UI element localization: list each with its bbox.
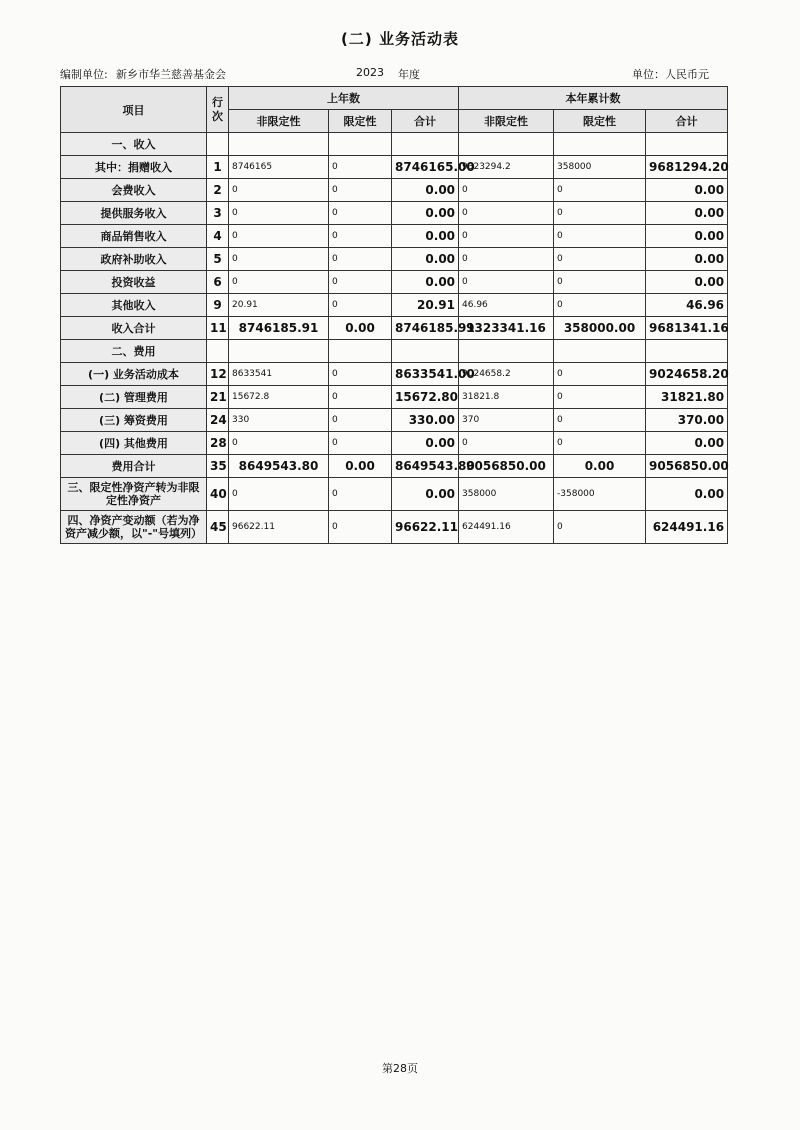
row-item: (三) 筹资费用 — [61, 409, 207, 432]
curr-total-cell: 9681294.20 — [646, 156, 728, 179]
prev-unrestricted-cell — [229, 340, 329, 363]
prev-total-cell: 8633541.00 — [392, 363, 459, 386]
row-line-number: 4 — [207, 225, 229, 248]
row-line-number: 11 — [207, 317, 229, 340]
prev-unrestricted-cell: 96622.11 — [229, 511, 329, 544]
prev-unrestricted-cell: 0 — [229, 271, 329, 294]
row-item: 三、限定性净资产转为非限定性净资产 — [61, 478, 207, 511]
prev-total-cell: 8746165.00 — [392, 156, 459, 179]
page-number: 第28页 — [382, 1062, 418, 1075]
curr-unrestricted-cell: 0 — [459, 225, 554, 248]
prev-restricted-cell: 0 — [329, 478, 392, 511]
curr-unrestricted-cell: 9323294.2 — [459, 156, 554, 179]
curr-total-cell: 9681341.16 — [646, 317, 728, 340]
prev-total-cell: 0.00 — [392, 478, 459, 511]
curr-unrestricted-cell: 0 — [459, 271, 554, 294]
prev-unrestricted-cell: 20.91 — [229, 294, 329, 317]
curr-total-cell: 9024658.20 — [646, 363, 728, 386]
prev-total-cell — [392, 340, 459, 363]
curr-unrestricted-cell: 0 — [459, 202, 554, 225]
prev-unrestricted-cell: 0 — [229, 248, 329, 271]
curr-restricted-cell: 0 — [554, 225, 646, 248]
prev-restricted-cell: 0 — [329, 225, 392, 248]
curr-restricted-cell: 0 — [554, 409, 646, 432]
prev-restricted-cell: 0 — [329, 294, 392, 317]
table-row — [61, 248, 728, 271]
curr-unrestricted-cell: 9323341.16 — [459, 317, 554, 340]
header-prev-total: 合计 — [392, 110, 459, 133]
table-row — [61, 202, 728, 225]
header-prev-unrestricted: 非限定性 — [229, 110, 329, 133]
prev-total-cell: 0.00 — [392, 271, 459, 294]
curr-restricted-cell — [554, 133, 646, 156]
prev-total-cell: 15672.80 — [392, 386, 459, 409]
curr-unrestricted-cell: 370 — [459, 409, 554, 432]
table-row — [61, 156, 728, 179]
table-row — [61, 271, 728, 294]
prev-unrestricted-cell: 0 — [229, 478, 329, 511]
table-row — [61, 294, 728, 317]
prev-restricted-cell — [329, 340, 392, 363]
curr-restricted-cell: 0 — [554, 202, 646, 225]
curr-total-cell — [646, 340, 728, 363]
row-line-number: 24 — [207, 409, 229, 432]
prev-restricted-cell: 0 — [329, 271, 392, 294]
header-prev-restricted: 限定性 — [329, 110, 392, 133]
prev-restricted-cell: 0 — [329, 248, 392, 271]
prev-unrestricted-cell: 15672.8 — [229, 386, 329, 409]
header-line: 行次 — [207, 87, 229, 133]
row-item: 会费收入 — [61, 179, 207, 202]
row-line-number: 2 — [207, 179, 229, 202]
table-row — [61, 478, 728, 511]
header-prev-year: 上年数 — [229, 87, 459, 110]
row-item: 投资收益 — [61, 271, 207, 294]
curr-unrestricted-cell — [459, 340, 554, 363]
row-item: 政府补助收入 — [61, 248, 207, 271]
curr-total-cell: 0.00 — [646, 432, 728, 455]
curr-total-cell: 9056850.00 — [646, 455, 728, 478]
curr-total-cell: 0.00 — [646, 179, 728, 202]
curr-restricted-cell: 0 — [554, 432, 646, 455]
curr-unrestricted-cell: 0 — [459, 248, 554, 271]
table-row — [61, 409, 728, 432]
table-row — [61, 225, 728, 248]
row-line-number: 1 — [207, 156, 229, 179]
prev-total-cell: 20.91 — [392, 294, 459, 317]
prev-restricted-cell: 0 — [329, 179, 392, 202]
curr-unrestricted-cell: 9024658.2 — [459, 363, 554, 386]
curr-unrestricted-cell: 624491.16 — [459, 511, 554, 544]
row-line-number: 35 — [207, 455, 229, 478]
curr-restricted-cell: 358000.00 — [554, 317, 646, 340]
curr-unrestricted-cell: 46.96 — [459, 294, 554, 317]
curr-unrestricted-cell: 9056850.00 — [459, 455, 554, 478]
prev-total-cell: 0.00 — [392, 179, 459, 202]
curr-total-cell: 0.00 — [646, 225, 728, 248]
curr-total-cell: 0.00 — [646, 248, 728, 271]
org-label: 编制单位: — [60, 68, 108, 81]
row-line-number: 45 — [207, 511, 229, 544]
curr-total-cell: 624491.16 — [646, 511, 728, 544]
table-row — [61, 363, 728, 386]
curr-restricted-cell: 0 — [554, 179, 646, 202]
prev-total-cell: 8746185.91 — [392, 317, 459, 340]
row-line-number — [207, 340, 229, 363]
prev-unrestricted-cell: 8746185.91 — [229, 317, 329, 340]
curr-restricted-cell: 0 — [554, 363, 646, 386]
report-year: 2023 — [356, 66, 384, 79]
table-row — [61, 432, 728, 455]
prev-restricted-cell — [329, 133, 392, 156]
curr-restricted-cell: 0 — [554, 386, 646, 409]
row-item: (一) 业务活动成本 — [61, 363, 207, 386]
row-line-number: 3 — [207, 202, 229, 225]
header-curr-unrestricted: 非限定性 — [459, 110, 554, 133]
table-row — [61, 179, 728, 202]
prev-total-cell: 0.00 — [392, 225, 459, 248]
table-row — [61, 317, 728, 340]
curr-unrestricted-cell: 31821.8 — [459, 386, 554, 409]
prev-restricted-cell: 0 — [329, 156, 392, 179]
row-item: 二、费用 — [61, 340, 207, 363]
row-line-number: 12 — [207, 363, 229, 386]
curr-unrestricted-cell: 0 — [459, 432, 554, 455]
table-body — [61, 133, 728, 544]
curr-restricted-cell: 0.00 — [554, 455, 646, 478]
curr-total-cell: 370.00 — [646, 409, 728, 432]
prev-total-cell — [392, 133, 459, 156]
currency-unit: 单位：人民币元 — [632, 68, 709, 81]
prev-total-cell: 8649543.80 — [392, 455, 459, 478]
table-row — [61, 386, 728, 409]
curr-total-cell — [646, 133, 728, 156]
row-line-number: 21 — [207, 386, 229, 409]
prev-unrestricted-cell: 0 — [229, 202, 329, 225]
curr-total-cell: 0.00 — [646, 202, 728, 225]
row-line-number: 9 — [207, 294, 229, 317]
row-item: 提供服务收入 — [61, 202, 207, 225]
table-row — [61, 133, 728, 156]
prev-total-cell: 0.00 — [392, 248, 459, 271]
row-line-number — [207, 133, 229, 156]
curr-unrestricted-cell: 0 — [459, 179, 554, 202]
curr-total-cell: 0.00 — [646, 478, 728, 511]
header-curr-restricted: 限定性 — [554, 110, 646, 133]
curr-restricted-cell: -358000 — [554, 478, 646, 511]
row-item: 其他收入 — [61, 294, 207, 317]
prev-restricted-cell: 0 — [329, 432, 392, 455]
org-name: 新乡市华兰慈善基金会 — [116, 68, 226, 81]
curr-unrestricted-cell — [459, 133, 554, 156]
header-curr-year: 本年累计数 — [459, 87, 728, 110]
header-item: 项目 — [61, 87, 207, 133]
row-item: 收入合计 — [61, 317, 207, 340]
table-row — [61, 340, 728, 363]
table-row — [61, 511, 728, 544]
row-line-number: 40 — [207, 478, 229, 511]
row-item: (四) 其他费用 — [61, 432, 207, 455]
row-item: 商品销售收入 — [61, 225, 207, 248]
year-label: 年度 — [398, 68, 420, 81]
prev-restricted-cell: 0 — [329, 386, 392, 409]
curr-total-cell: 46.96 — [646, 294, 728, 317]
curr-restricted-cell: 358000 — [554, 156, 646, 179]
prev-total-cell: 330.00 — [392, 409, 459, 432]
row-item: 其中：捐赠收入 — [61, 156, 207, 179]
curr-restricted-cell: 0 — [554, 271, 646, 294]
prev-restricted-cell: 0 — [329, 511, 392, 544]
row-item: 一、收入 — [61, 133, 207, 156]
prev-total-cell: 0.00 — [392, 202, 459, 225]
curr-unrestricted-cell: 358000 — [459, 478, 554, 511]
curr-restricted-cell: 0 — [554, 248, 646, 271]
row-item: 费用合计 — [61, 455, 207, 478]
prev-unrestricted-cell: 0 — [229, 225, 329, 248]
prev-restricted-cell: 0.00 — [329, 317, 392, 340]
header-curr-total: 合计 — [646, 110, 728, 133]
prev-unrestricted-cell: 8746165 — [229, 156, 329, 179]
prev-unrestricted-cell: 8633541 — [229, 363, 329, 386]
curr-restricted-cell: 0 — [554, 294, 646, 317]
prev-unrestricted-cell: 0 — [229, 179, 329, 202]
curr-restricted-cell — [554, 340, 646, 363]
prev-unrestricted-cell — [229, 133, 329, 156]
prev-unrestricted-cell: 0 — [229, 432, 329, 455]
page-title: (二) 业务活动表 — [341, 30, 459, 48]
activity-table — [60, 86, 728, 544]
prev-restricted-cell: 0 — [329, 202, 392, 225]
row-line-number: 5 — [207, 248, 229, 271]
row-line-number: 6 — [207, 271, 229, 294]
prev-restricted-cell: 0 — [329, 363, 392, 386]
table-row — [61, 455, 728, 478]
prev-total-cell: 0.00 — [392, 432, 459, 455]
prev-restricted-cell: 0.00 — [329, 455, 392, 478]
curr-restricted-cell: 0 — [554, 511, 646, 544]
row-item: 四、净资产变动额（若为净资产减少额，以"-"号填列） — [61, 511, 207, 544]
prev-restricted-cell: 0 — [329, 409, 392, 432]
prev-unrestricted-cell: 330 — [229, 409, 329, 432]
prev-unrestricted-cell: 8649543.80 — [229, 455, 329, 478]
curr-total-cell: 31821.80 — [646, 386, 728, 409]
row-item: (二) 管理费用 — [61, 386, 207, 409]
prev-total-cell: 96622.11 — [392, 511, 459, 544]
curr-total-cell: 0.00 — [646, 271, 728, 294]
header-row-1 — [61, 87, 728, 110]
row-line-number: 28 — [207, 432, 229, 455]
